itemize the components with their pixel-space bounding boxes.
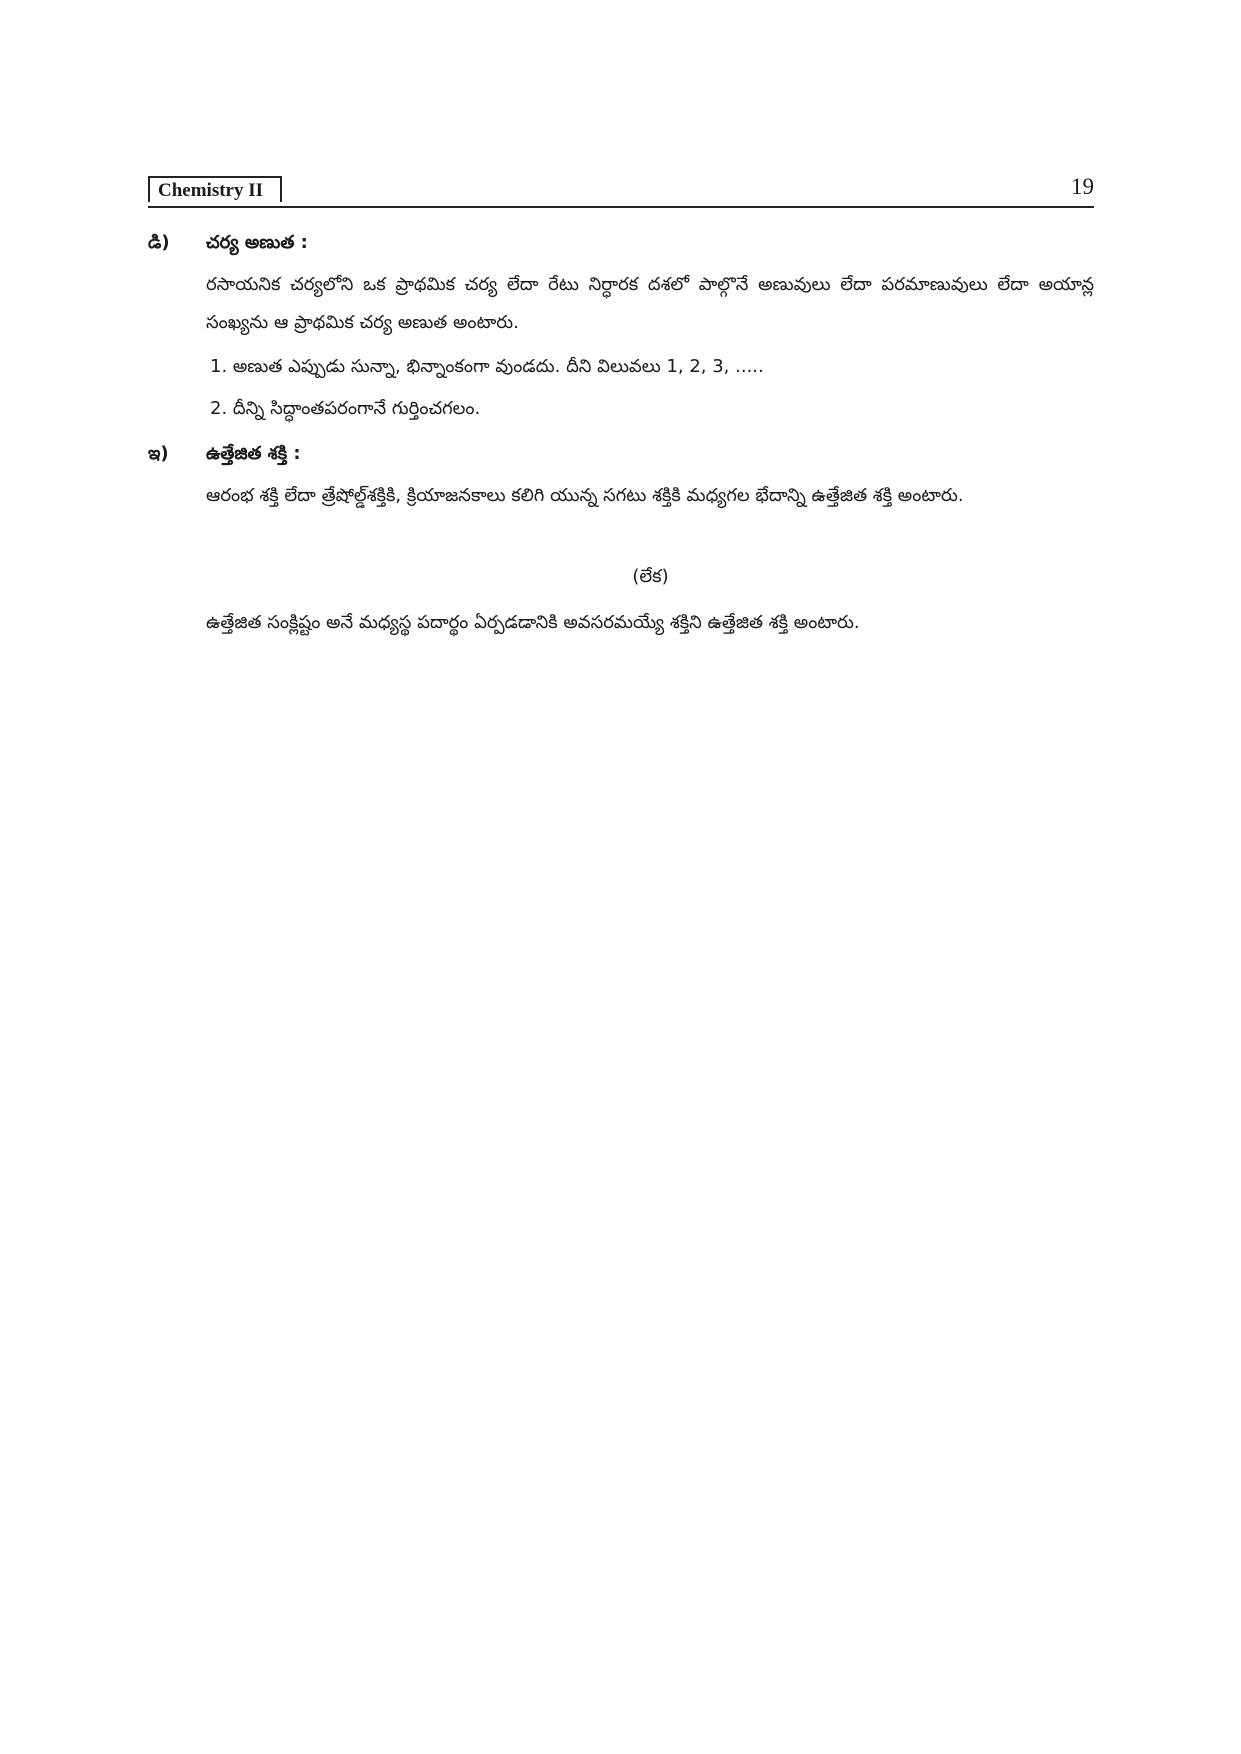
section-heading-molecularity: చర్య అణుత :	[206, 232, 308, 253]
or-label: (లేక)	[632, 566, 669, 587]
or-separator	[0, 566, 1241, 591]
activation-energy-definition: ఆరంభ శక్తి లేదా త్రేషోల్డ్‌శక్తికి, క్రియాజనకాలు కలిగి యున్న సగటు శక్తికి మధ్యగల భేదాన్ని ఉత్తేజిత శక్తి అంటారు.	[206, 485, 964, 506]
molecularity-point-1: 1. అణుత ఎప్పుడు సున్నా, భిన్నాంకంగా వుండదు. దీని విలువలు 1, 2, 3, .....	[210, 356, 764, 377]
section-marker-d: డి)	[148, 232, 170, 253]
activation-energy-alt-definition: ఉత్తేజిత సంక్లిష్టం అనే మధ్యస్థ పదార్థం ఏర్పడడానికి అవసరమయ్యే శక్తిని ఉత్తేజిత శక్తి అంటారు.	[206, 612, 860, 633]
page-number: 19	[1071, 174, 1094, 199]
page-header	[148, 176, 1094, 208]
molecularity-definition: రసాయనిక చర్యలోని ఒక ప్రాథమిక చర్య లేదా రేటు నిర్ధారక దశలో పాల్గొనే అణువులు లేదా పరమాణువులు లేదా అయాన్ల సంఖ్యను ఆ ప్రాథమిక చర్య అణుత అంటారు.	[206, 274, 1094, 333]
section-heading-activation-energy: ఉత్తేజిత శక్తి :	[206, 443, 301, 464]
running-header-label: Chemistry II	[148, 176, 282, 202]
section-marker-e: ఇ)	[148, 443, 169, 464]
molecularity-point-2: 2. దీన్ని సిద్ధాంతపరంగానే గుర్తించగలం.	[210, 398, 481, 419]
